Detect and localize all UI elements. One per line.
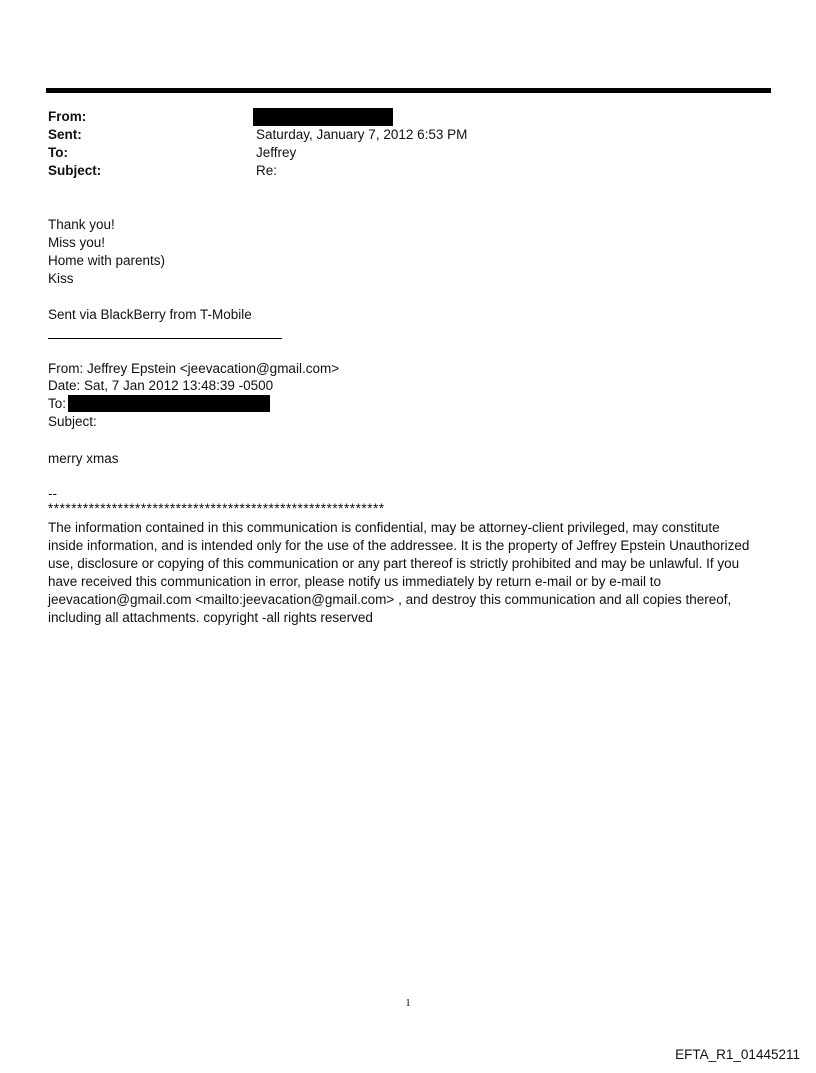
- disclaimer-line: The information contained in this communication is confidential, may be attorney-client privileged, may constitute: [48, 520, 720, 535]
- disclaimer-line: use, disclosure or copying of this communication or any part thereof is strictly prohibited and may be unlawful. If you: [48, 556, 740, 571]
- redacted-from-value: [253, 108, 393, 126]
- from-label: From:: [48, 109, 87, 124]
- signature-dashes: --: [48, 486, 57, 501]
- reply-signature: Sent via BlackBerry from T-Mobile: [48, 307, 252, 322]
- quoted-to-label: To:: [48, 396, 67, 411]
- subject-label: Subject:: [48, 163, 102, 178]
- subject-value: Re:: [256, 163, 278, 178]
- reply-line: Kiss: [48, 271, 74, 286]
- disclaimer-line: have received this communication in error, please notify us immediately by return e-mail or by e-mail to: [48, 574, 662, 589]
- to-value: Jeffrey: [256, 145, 297, 160]
- quoted-date-line: Date: Sat, 7 Jan 2012 13:48:39 -0500: [48, 378, 274, 393]
- quote-separator: [48, 338, 282, 339]
- disclaimer-line: jeevacation@gmail.com <mailto:jeevacation@gmail.com> , and destroy this communication and all copies thereof,: [48, 592, 732, 607]
- reply-line: Thank you!: [48, 217, 115, 232]
- quoted-from-line: From: Jeffrey Epstein <jeevacation@gmail.com>: [48, 361, 340, 376]
- bates-number: EFTA_R1_01445211: [675, 1047, 800, 1062]
- quoted-subject-line: Subject:: [48, 414, 97, 429]
- to-label: To:: [48, 145, 68, 160]
- confidentiality-disclaimer: [48, 519, 764, 627]
- reply-line: Home with parents): [48, 253, 166, 268]
- sent-label: Sent:: [48, 127, 82, 142]
- disclaimer-line: including all attachments. copyright -all rights reserved: [48, 610, 373, 625]
- asterisk-rule: **********************************************************: [48, 501, 385, 516]
- disclaimer-line: inside information, and is intended only for the use of the addressee. It is the property of Jeffrey Epstein Unauthorized: [48, 538, 750, 553]
- reply-line: Miss you!: [48, 235, 106, 250]
- quoted-body: merry xmas: [48, 451, 119, 466]
- page-number: 1: [405, 997, 411, 1009]
- header-rule: [46, 88, 771, 93]
- sent-value: Saturday, January 7, 2012 6:53 PM: [256, 127, 468, 142]
- redacted-to-value: [68, 395, 270, 412]
